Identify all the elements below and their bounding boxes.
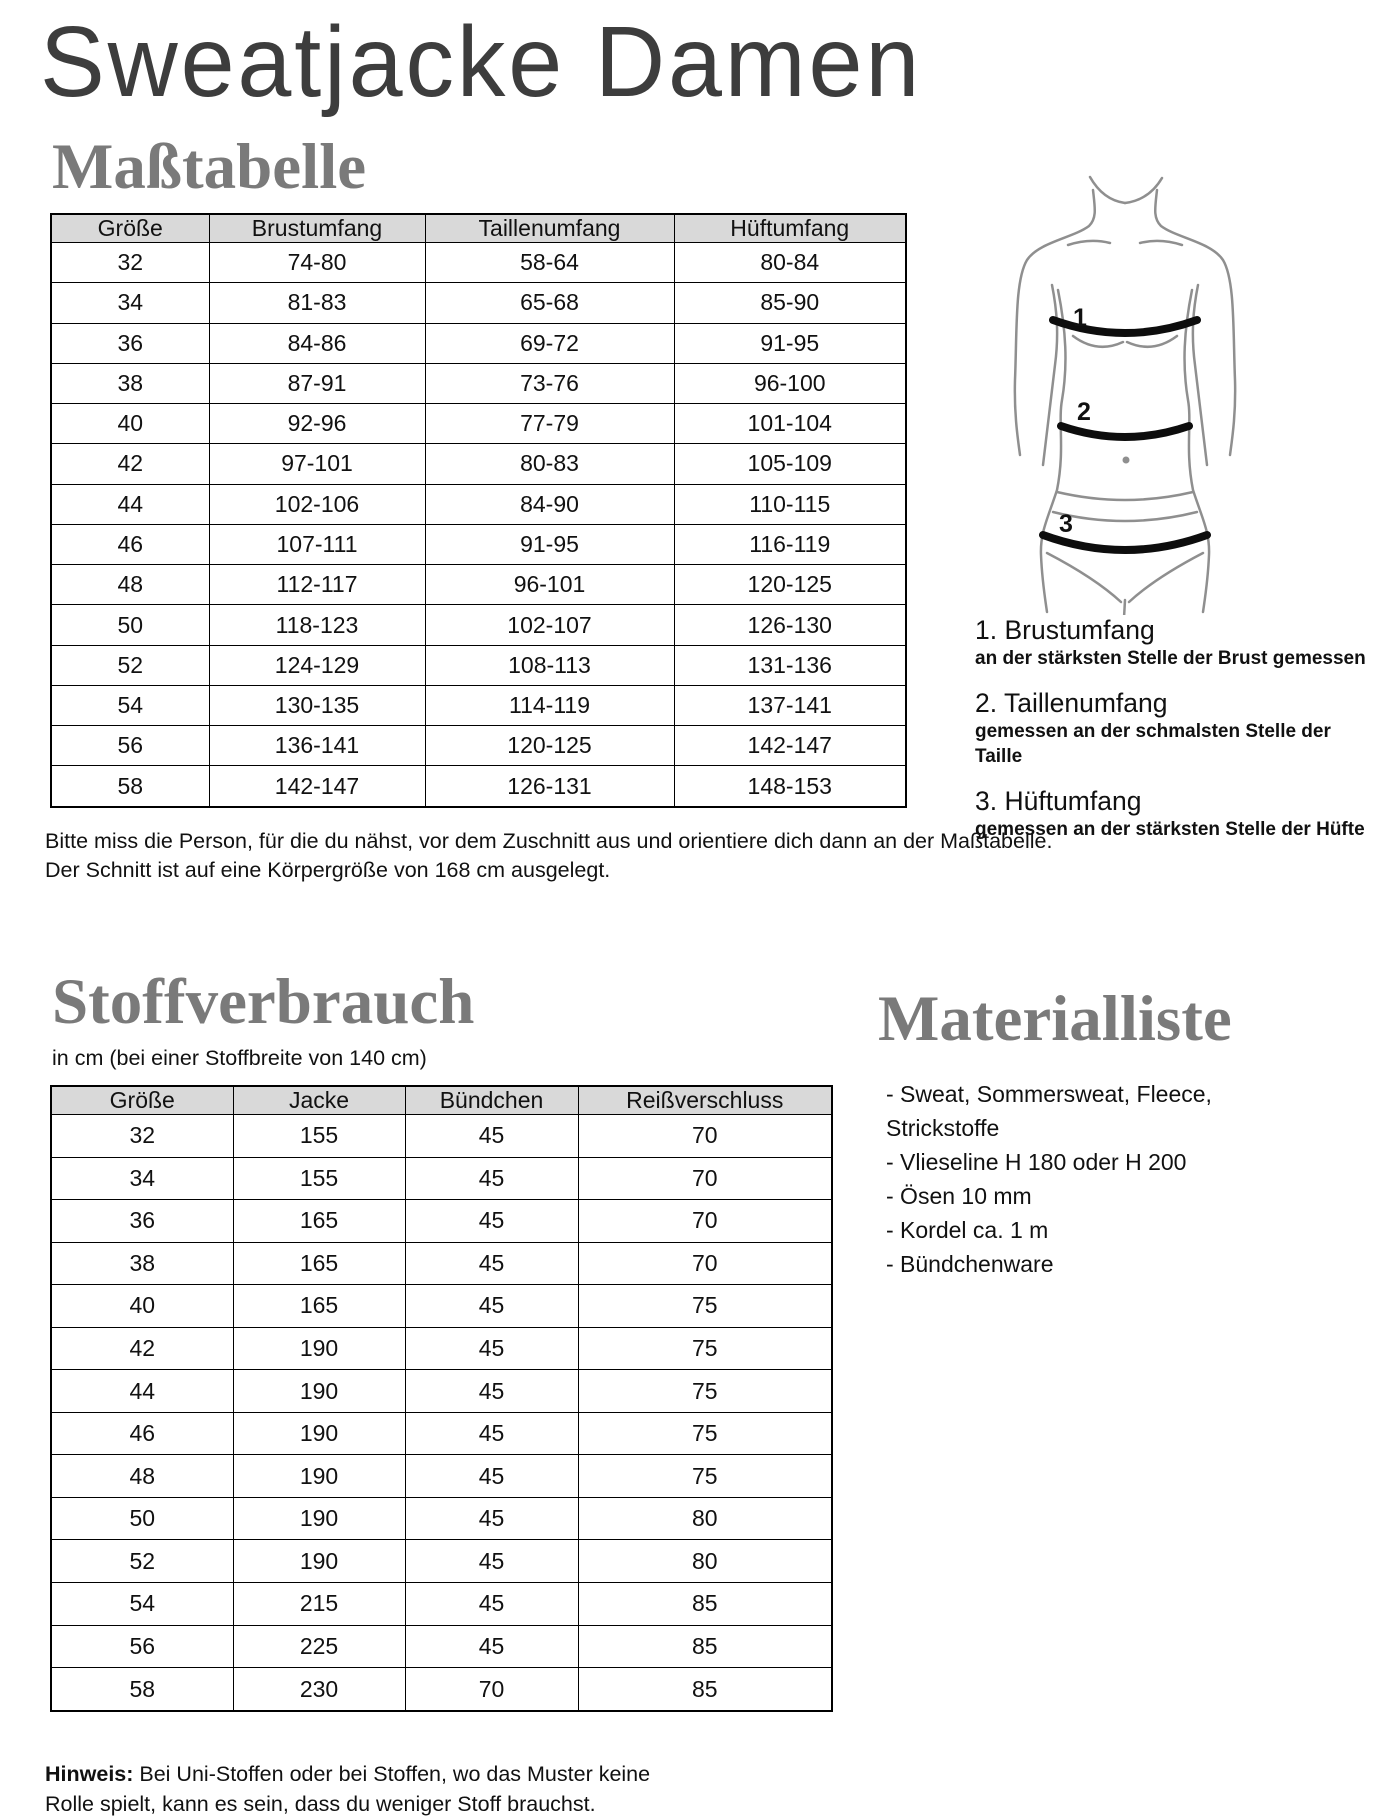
torso-outline-drawing bbox=[985, 150, 1285, 615]
table-cell: 42 bbox=[51, 444, 209, 484]
table-cell: 45 bbox=[405, 1285, 578, 1328]
table-cell: 92-96 bbox=[209, 404, 425, 444]
table-cell: 45 bbox=[405, 1157, 578, 1200]
table-cell: 45 bbox=[405, 1412, 578, 1455]
table-cell: 190 bbox=[233, 1412, 405, 1455]
table-cell: 45 bbox=[405, 1625, 578, 1668]
table-cell: 44 bbox=[51, 1370, 233, 1413]
table-cell: 46 bbox=[51, 1412, 233, 1455]
table-cell: 126-131 bbox=[425, 766, 674, 807]
table-cell: 75 bbox=[578, 1412, 832, 1455]
table-cell: 148-153 bbox=[674, 766, 906, 807]
table-cell: 50 bbox=[51, 605, 209, 645]
material-item: Strickstoffe bbox=[886, 1115, 1000, 1141]
material-item: - Ösen 10 mm bbox=[886, 1183, 1032, 1209]
table-row bbox=[51, 524, 906, 564]
table-cell: 84-86 bbox=[209, 323, 425, 363]
annotation-brustumfang bbox=[975, 615, 1375, 671]
table-cell: 54 bbox=[51, 685, 209, 725]
table-cell: 70 bbox=[405, 1668, 578, 1711]
table-cell: 116-119 bbox=[674, 524, 906, 564]
table-cell: 102-107 bbox=[425, 605, 674, 645]
table-cell: 131-136 bbox=[674, 645, 906, 685]
table-cell: 165 bbox=[233, 1285, 405, 1328]
table-cell: 65-68 bbox=[425, 283, 674, 323]
table-cell: 52 bbox=[51, 1540, 233, 1583]
table-cell: 74-80 bbox=[209, 243, 425, 283]
table-cell: 101-104 bbox=[674, 404, 906, 444]
table-cell: 45 bbox=[405, 1455, 578, 1498]
table-row bbox=[51, 283, 906, 323]
table-cell: 80-84 bbox=[674, 243, 906, 283]
table-row bbox=[51, 1242, 832, 1285]
body-measurement-figure bbox=[985, 150, 1285, 615]
table-cell: 190 bbox=[233, 1327, 405, 1370]
table-row bbox=[51, 605, 906, 645]
table-cell: 44 bbox=[51, 484, 209, 524]
table-cell: 80 bbox=[578, 1540, 832, 1583]
column-header: Brustumfang bbox=[209, 214, 425, 243]
table-cell: 45 bbox=[405, 1200, 578, 1243]
table-cell: 58 bbox=[51, 1668, 233, 1711]
masstabelle-header bbox=[51, 214, 906, 243]
table-cell: 137-141 bbox=[674, 685, 906, 725]
table-cell: 108-113 bbox=[425, 645, 674, 685]
table-cell: 34 bbox=[51, 283, 209, 323]
masstabelle-heading: Maßtabelle bbox=[52, 131, 367, 203]
waist-measure-band bbox=[1061, 426, 1189, 437]
table-cell: 73-76 bbox=[425, 363, 674, 403]
table-cell: 80-83 bbox=[425, 444, 674, 484]
table-row bbox=[51, 1583, 832, 1626]
materialliste bbox=[886, 1077, 1286, 1281]
page-title: Sweatjacke Damen bbox=[40, 6, 923, 118]
table-cell: 190 bbox=[233, 1497, 405, 1540]
table-cell: 70 bbox=[578, 1157, 832, 1200]
masstabelle-body bbox=[51, 243, 906, 808]
table-row bbox=[51, 565, 906, 605]
table-cell: 91-95 bbox=[425, 524, 674, 564]
hinweis-text: Bei Uni-Stoffen oder bei Stoffen, wo das Muster keine Rolle spielt, kann es sein, dass du weniger Stoff brauchst. bbox=[45, 1761, 651, 1816]
table-cell: 58 bbox=[51, 766, 209, 807]
table-cell: 75 bbox=[578, 1370, 832, 1413]
table-cell: 118-123 bbox=[209, 605, 425, 645]
table-cell: 112-117 bbox=[209, 565, 425, 605]
measure-note bbox=[45, 827, 1205, 885]
table-cell: 120-125 bbox=[674, 565, 906, 605]
annotation-desc: gemessen an der schmalsten Stelle der Taille bbox=[975, 721, 1331, 767]
table-cell: 40 bbox=[51, 404, 209, 444]
table-cell: 40 bbox=[51, 1285, 233, 1328]
material-item: - Vlieseline H 180 oder H 200 bbox=[886, 1149, 1187, 1175]
table-cell: 190 bbox=[233, 1370, 405, 1413]
table-cell: 46 bbox=[51, 524, 209, 564]
stoffverbrauch-table bbox=[50, 1085, 833, 1712]
table-row bbox=[51, 1412, 832, 1455]
table-cell: 190 bbox=[233, 1540, 405, 1583]
column-header: Bündchen bbox=[405, 1086, 578, 1115]
table-row bbox=[51, 1115, 832, 1158]
navel-dot bbox=[1123, 457, 1130, 464]
table-cell: 70 bbox=[578, 1200, 832, 1243]
column-header: Reißverschluss bbox=[578, 1086, 832, 1115]
table-cell: 36 bbox=[51, 1200, 233, 1243]
table-cell: 58-64 bbox=[425, 243, 674, 283]
table-cell: 50 bbox=[51, 1497, 233, 1540]
table-row bbox=[51, 1327, 832, 1370]
table-row bbox=[51, 766, 906, 807]
table-cell: 110-115 bbox=[674, 484, 906, 524]
table-row bbox=[51, 1157, 832, 1200]
table-cell: 215 bbox=[233, 1583, 405, 1626]
table-cell: 45 bbox=[405, 1583, 578, 1626]
table-row bbox=[51, 444, 906, 484]
table-row bbox=[51, 323, 906, 363]
table-cell: 70 bbox=[578, 1115, 832, 1158]
header-row bbox=[51, 214, 906, 243]
table-row bbox=[51, 1540, 832, 1583]
table-row bbox=[51, 645, 906, 685]
table-cell: 70 bbox=[578, 1242, 832, 1285]
column-header: Größe bbox=[51, 1086, 233, 1115]
table-cell: 69-72 bbox=[425, 323, 674, 363]
table-row bbox=[51, 404, 906, 444]
table-row bbox=[51, 1370, 832, 1413]
table-cell: 48 bbox=[51, 1455, 233, 1498]
table-cell: 56 bbox=[51, 1625, 233, 1668]
annotation-desc: an der stärksten Stelle der Brust gemessen bbox=[975, 648, 1366, 669]
annotation-title: 2. Taillenumfang bbox=[975, 688, 1168, 718]
table-cell: 77-79 bbox=[425, 404, 674, 444]
table-row bbox=[51, 1625, 832, 1668]
stoffverbrauch-header bbox=[51, 1086, 832, 1115]
table-cell: 155 bbox=[233, 1157, 405, 1200]
table-cell: 38 bbox=[51, 363, 209, 403]
table-cell: 120-125 bbox=[425, 726, 674, 766]
annotation-title: 3. Hüftumfang bbox=[975, 786, 1142, 816]
table-cell: 91-95 bbox=[674, 323, 906, 363]
table-row bbox=[51, 243, 906, 283]
masstabelle-table bbox=[50, 213, 907, 808]
table-row bbox=[51, 1285, 832, 1328]
header-row bbox=[51, 1086, 832, 1115]
column-header: Hüftumfang bbox=[674, 214, 906, 243]
table-cell: 114-119 bbox=[425, 685, 674, 725]
hinweis-label: Hinweis: bbox=[45, 1761, 134, 1786]
table-cell: 45 bbox=[405, 1327, 578, 1370]
measure-note-line1: Bitte miss die Person, für die du nähst, vor dem Zuschnitt aus und orientiere dich dann an der Maßtabelle. bbox=[45, 829, 1053, 853]
material-item: - Kordel ca. 1 m bbox=[886, 1217, 1049, 1243]
table-row bbox=[51, 1455, 832, 1498]
table-cell: 102-106 bbox=[209, 484, 425, 524]
table-cell: 87-91 bbox=[209, 363, 425, 403]
measure-note-line2: Der Schnitt ist auf eine Körpergröße von 168 cm ausgelegt. bbox=[45, 858, 611, 882]
table-cell: 225 bbox=[233, 1625, 405, 1668]
band-label-3: 3 bbox=[1059, 510, 1073, 538]
table-cell: 36 bbox=[51, 323, 209, 363]
material-item: - Bündchenware bbox=[886, 1251, 1054, 1277]
hinweis-note bbox=[45, 1759, 693, 1819]
band-label-1: 1 bbox=[1073, 304, 1087, 332]
table-cell: 48 bbox=[51, 565, 209, 605]
column-header: Größe bbox=[51, 214, 209, 243]
table-cell: 32 bbox=[51, 1115, 233, 1158]
table-cell: 230 bbox=[233, 1668, 405, 1711]
table-cell: 85 bbox=[578, 1625, 832, 1668]
band-label-2: 2 bbox=[1077, 398, 1091, 426]
table-cell: 96-100 bbox=[674, 363, 906, 403]
table-cell: 142-147 bbox=[209, 766, 425, 807]
table-cell: 165 bbox=[233, 1242, 405, 1285]
column-header: Taillenumfang bbox=[425, 214, 674, 243]
table-cell: 124-129 bbox=[209, 645, 425, 685]
table-row bbox=[51, 1200, 832, 1243]
table-row bbox=[51, 726, 906, 766]
table-cell: 42 bbox=[51, 1327, 233, 1370]
table-cell: 75 bbox=[578, 1455, 832, 1498]
table-row bbox=[51, 1668, 832, 1711]
table-cell: 126-130 bbox=[674, 605, 906, 645]
stoffverbrauch-subtitle: in cm (bei einer Stoffbreite von 140 cm) bbox=[52, 1046, 427, 1070]
table-cell: 52 bbox=[51, 645, 209, 685]
table-cell: 136-141 bbox=[209, 726, 425, 766]
table-cell: 45 bbox=[405, 1540, 578, 1583]
table-cell: 85 bbox=[578, 1583, 832, 1626]
table-cell: 84-90 bbox=[425, 484, 674, 524]
table-cell: 81-83 bbox=[209, 283, 425, 323]
annotation-title: 1. Brustumfang bbox=[975, 615, 1155, 645]
annotation-desc: gemessen an der stärksten Stelle der Hüfte bbox=[975, 819, 1365, 840]
table-cell: 142-147 bbox=[674, 726, 906, 766]
table-cell: 38 bbox=[51, 1242, 233, 1285]
table-row bbox=[51, 685, 906, 725]
table-cell: 80 bbox=[578, 1497, 832, 1540]
table-cell: 56 bbox=[51, 726, 209, 766]
table-cell: 85 bbox=[578, 1668, 832, 1711]
table-cell: 45 bbox=[405, 1370, 578, 1413]
table-cell: 96-101 bbox=[425, 565, 674, 605]
stoffverbrauch-body bbox=[51, 1115, 832, 1712]
table-cell: 45 bbox=[405, 1497, 578, 1540]
column-header: Jacke bbox=[233, 1086, 405, 1115]
material-item: - Sweat, Sommersweat, Fleece, bbox=[886, 1081, 1212, 1107]
stoffverbrauch-heading: Stoffverbrauch bbox=[52, 966, 475, 1038]
table-cell: 85-90 bbox=[674, 283, 906, 323]
annotation-taillenumfang bbox=[975, 688, 1375, 769]
table-cell: 190 bbox=[233, 1455, 405, 1498]
table-cell: 32 bbox=[51, 243, 209, 283]
table-cell: 34 bbox=[51, 1157, 233, 1200]
table-cell: 107-111 bbox=[209, 524, 425, 564]
table-cell: 75 bbox=[578, 1285, 832, 1328]
table-cell: 155 bbox=[233, 1115, 405, 1158]
materialliste-heading: Materialliste bbox=[878, 983, 1232, 1055]
table-row bbox=[51, 363, 906, 403]
table-cell: 165 bbox=[233, 1200, 405, 1243]
table-cell: 130-135 bbox=[209, 685, 425, 725]
table-row bbox=[51, 1497, 832, 1540]
measurement-annotations bbox=[975, 615, 1375, 859]
table-cell: 45 bbox=[405, 1115, 578, 1158]
table-cell: 45 bbox=[405, 1242, 578, 1285]
table-cell: 105-109 bbox=[674, 444, 906, 484]
table-cell: 54 bbox=[51, 1583, 233, 1626]
table-row bbox=[51, 484, 906, 524]
table-cell: 97-101 bbox=[209, 444, 425, 484]
table-cell: 75 bbox=[578, 1327, 832, 1370]
